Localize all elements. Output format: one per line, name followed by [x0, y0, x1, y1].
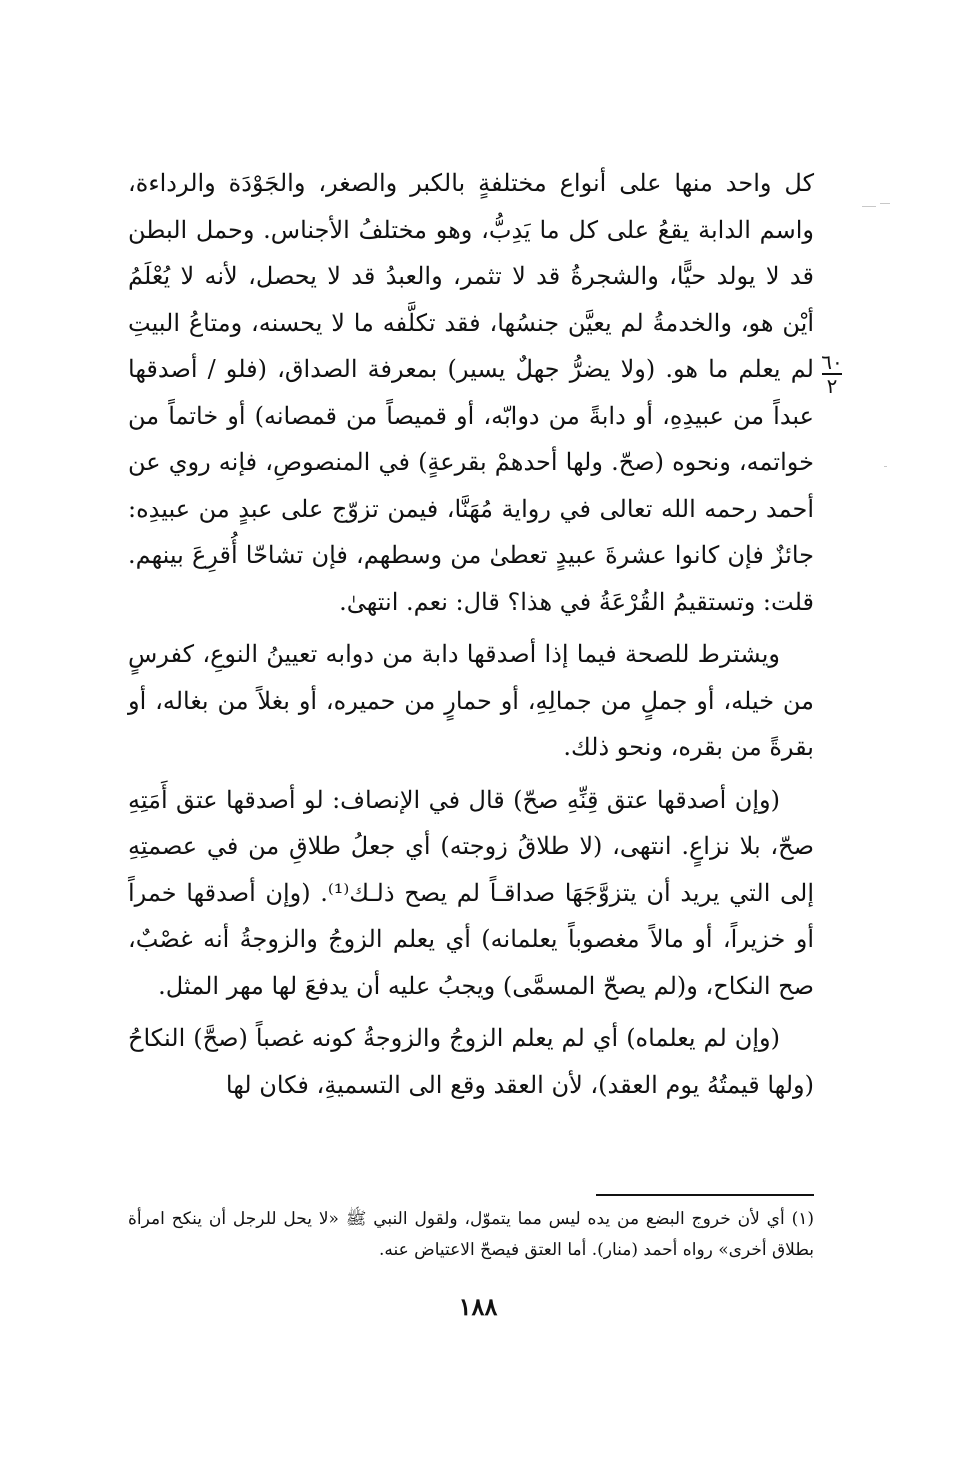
- scan-speck: [884, 466, 887, 467]
- footnote-separator: [596, 1194, 814, 1196]
- page-number: ١٨٨: [458, 1292, 498, 1321]
- footnote: (١) أي لأن خروج البضع من يده ليس مما يتموّل، ولقول النبي ﷺ «لا يحل للرجل أن ينكح امرأة بطلاق أخرى» رواه أحمد (منار). أما العتق فيصحّ الاعتياض عنه.: [128, 1209, 814, 1260]
- paragraph: ويشترط للصحة فيما إذا أصدقها دابة من دوابه تعيينُ النوعِ، كفرسٍ من خيله، أو جملٍ من جمالِهِ، أو حمارٍ من حميره، أو بغلاً من بغاله، أو بقرةً من بقره، ونحو ذلك.: [128, 640, 814, 761]
- paragraph: كل واحد منها على أنواع مختلفةٍ بالكبر والصغر، والجَوْدَة والرداءة، واسم الدابة يقعُ على كل ما يَدِبُّ، وهو مختلفُ الأجناس. وحمل البطن قد لا يولد حيًّا، والشجرةُ قد لا تثمر، والعبدُ قد لا يحصل، لأنه لا يُعْلَمُ أيْن هو، والخدمةُ لم يعيَّن جنسُها، فقد تكلَّفه ما لا يحسنه، ومتاعُ البيتِ لم يعلم ما هو. (ولا يضرُّ جهلٌ يسير) بمعرفة الصداق، (فلو / أصدقها عبداً من عبيدِهِ، أو دابةً من دوابّه، أو قميصاً من قمصانه) أو خاتماً من خواتمه، ونحوه (صحّ. ولها أحدهمْ بقرعةٍ) في المنصوصِ، فإنه روي عن أحمد رحمه الله تعالى في رواية مُهَنَّا، فيمن تزوّج على عبدٍ من عبيدِه: جائزٌ فإن كانوا عشرةَ عبيدٍ تعطىٰ من وسطهم، فإن تشاحّا أُقرِعَ بينهم. قلت: وتستقيمُ القُرْعَةُ في هذا؟ قال: نعم. انتهىٰ.: [128, 169, 814, 616]
- paragraph: (وإن لم يعلماه) أي لم يعلم الزوجُ والزوجةُ كونه غصباً (صحَّ) النكاحُ (ولها قيمتُهُ يوم العقد)، لأن العقد وقع الى التسميةِ، فكان لها: [128, 1024, 814, 1099]
- paragraph: (وإن أصدقها عتق قِنِّهِ صحّ) قال في الإنصاف: لو أصدقها عتق أَمَتِهِ صحّ، بلا نزاعٍ. انتهى، (لا طلاقُ زوجته) أي جعلُ طلاقِ من في عصمتِهِ إلى التي يريد أن يتزوَّجَهَا صداقـاً لم يصح ذلـك⁽¹⁾. (وإن أصدقها خمراً أو خزيراً، أو مالاً مغصوباً يعلمانه) أي يعلم الزوجُ والزوجةُ أنه غصْبٌ، صح النكاح، و(لم يصحّ المسمَّى) ويجبُ عليه أن يدفعَ لها مهر المثل.: [128, 785, 814, 1000]
- main-text: [128, 160, 814, 1108]
- margin-folio-note: [820, 352, 844, 396]
- scan-speck: [880, 203, 890, 204]
- margin-note-bottom: ٢: [826, 374, 838, 398]
- scan-speck: [862, 206, 876, 207]
- margin-note-top: ٦٠: [821, 350, 843, 374]
